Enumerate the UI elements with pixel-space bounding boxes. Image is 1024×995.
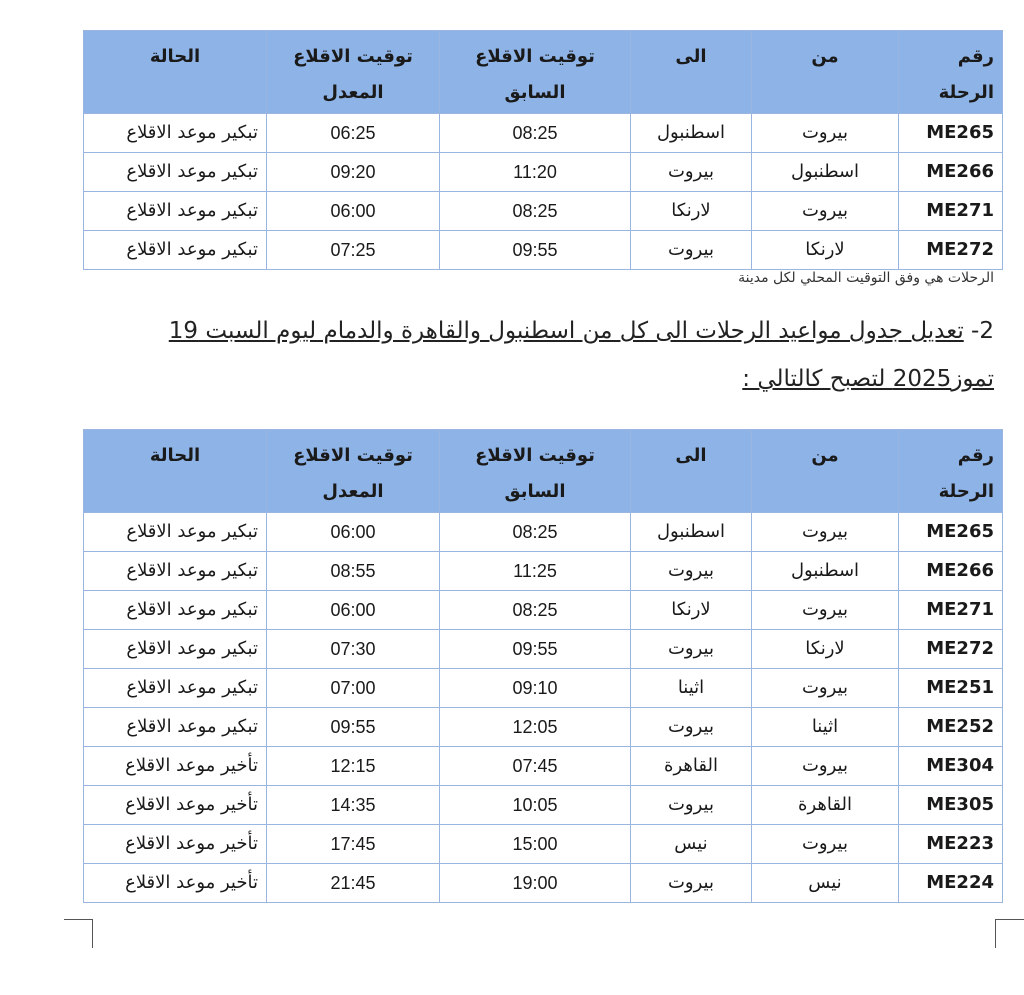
status: تأخير موعد الاقلاع [84, 747, 267, 786]
table-row [84, 630, 1003, 669]
to-city: اثينا [631, 669, 752, 708]
flight-number: ME272 [899, 630, 1003, 669]
table-row [84, 153, 1003, 192]
new-time: 08:55 [267, 552, 440, 591]
header-prev-time: توقيت الاقلاع السابق [440, 430, 631, 513]
flight-number: ME265 [899, 114, 1003, 153]
from-city: القاهرة [752, 786, 899, 825]
table-row [84, 192, 1003, 231]
new-time: 21:45 [267, 864, 440, 903]
previous-time: 08:25 [440, 513, 631, 552]
previous-time: 09:55 [440, 630, 631, 669]
table-row [84, 669, 1003, 708]
new-time: 09:20 [267, 153, 440, 192]
status: تأخير موعد الاقلاع [84, 825, 267, 864]
new-time: 06:25 [267, 114, 440, 153]
flight-number: ME305 [899, 786, 1003, 825]
to-city: بيروت [631, 630, 752, 669]
header-row [84, 430, 1003, 513]
flights-table-2 [83, 429, 1003, 903]
table-row [84, 786, 1003, 825]
section-number: 2- [971, 318, 994, 344]
table-row [84, 552, 1003, 591]
from-city: لارنكا [752, 231, 899, 270]
flight-number: ME265 [899, 513, 1003, 552]
new-time: 06:00 [267, 591, 440, 630]
to-city: القاهرة [631, 747, 752, 786]
table-row [84, 231, 1003, 270]
table-row [84, 114, 1003, 153]
table-row [84, 708, 1003, 747]
header-to: الى [631, 31, 752, 114]
status: تبكير موعد الاقلاع [84, 630, 267, 669]
status: تبكير موعد الاقلاع [84, 552, 267, 591]
header-status: الحالة [84, 31, 267, 114]
section-title-line-1: تعديل جدول مواعيد الرحلات الى كل من اسطنبول والقاهرة والدمام ليوم السبت 19 [168, 318, 964, 344]
to-city: بيروت [631, 231, 752, 270]
section-heading-line-2 [742, 366, 994, 392]
flight-number: ME224 [899, 864, 1003, 903]
from-city: اسطنبول [752, 153, 899, 192]
header-new-time: توقيت الاقلاع المعدل [267, 31, 440, 114]
from-city: بيروت [752, 591, 899, 630]
previous-time: 19:00 [440, 864, 631, 903]
status: تبكير موعد الاقلاع [84, 114, 267, 153]
previous-time: 08:25 [440, 192, 631, 231]
status: تبكير موعد الاقلاع [84, 513, 267, 552]
previous-time: 11:20 [440, 153, 631, 192]
to-city: بيروت [631, 864, 752, 903]
page-corner-mark-left [64, 919, 93, 948]
flights-table-1 [83, 30, 1003, 270]
previous-time: 11:25 [440, 552, 631, 591]
from-city: بيروت [752, 747, 899, 786]
timezone-note: الرحلات هي وفق التوقيت المحلي لكل مدينة [738, 270, 994, 286]
flight-number: ME304 [899, 747, 1003, 786]
page-corner-mark-right [995, 919, 1024, 948]
header-to: الى [631, 430, 752, 513]
flight-number: ME252 [899, 708, 1003, 747]
flight-number: ME223 [899, 825, 1003, 864]
header-status: الحالة [84, 430, 267, 513]
to-city: لارنكا [631, 192, 752, 231]
from-city: بيروت [752, 825, 899, 864]
to-city: اسطنبول [631, 114, 752, 153]
to-city: بيروت [631, 552, 752, 591]
previous-time: 12:05 [440, 708, 631, 747]
from-city: اثينا [752, 708, 899, 747]
new-time: 17:45 [267, 825, 440, 864]
previous-time: 09:10 [440, 669, 631, 708]
header-row [84, 31, 1003, 114]
status: تأخير موعد الاقلاع [84, 864, 267, 903]
flight-number: ME251 [899, 669, 1003, 708]
previous-time: 07:45 [440, 747, 631, 786]
header-flight: رقم الرحلة [899, 31, 1003, 114]
to-city: اسطنبول [631, 513, 752, 552]
table-row [84, 825, 1003, 864]
from-city: بيروت [752, 669, 899, 708]
previous-time: 08:25 [440, 114, 631, 153]
from-city: نيس [752, 864, 899, 903]
new-time: 07:25 [267, 231, 440, 270]
to-city: نيس [631, 825, 752, 864]
header-new-time: توقيت الاقلاع المعدل [267, 430, 440, 513]
table-row [84, 591, 1003, 630]
status: تبكير موعد الاقلاع [84, 669, 267, 708]
status: تبكير موعد الاقلاع [84, 231, 267, 270]
previous-time: 10:05 [440, 786, 631, 825]
status: تبكير موعد الاقلاع [84, 192, 267, 231]
header-from: من [752, 31, 899, 114]
flight-number: ME271 [899, 591, 1003, 630]
to-city: بيروت [631, 786, 752, 825]
table-row [84, 747, 1003, 786]
from-city: بيروت [752, 114, 899, 153]
flight-number: ME272 [899, 231, 1003, 270]
flight-number: ME271 [899, 192, 1003, 231]
status: تبكير موعد الاقلاع [84, 591, 267, 630]
new-time: 06:00 [267, 513, 440, 552]
header-from: من [752, 430, 899, 513]
header-flight: رقم الرحلة [899, 430, 1003, 513]
from-city: بيروت [752, 192, 899, 231]
new-time: 07:30 [267, 630, 440, 669]
status: تبكير موعد الاقلاع [84, 153, 267, 192]
table-row [84, 513, 1003, 552]
previous-time: 15:00 [440, 825, 631, 864]
from-city: اسطنبول [752, 552, 899, 591]
from-city: بيروت [752, 513, 899, 552]
table-row [84, 864, 1003, 903]
previous-time: 09:55 [440, 231, 631, 270]
flight-number: ME266 [899, 153, 1003, 192]
section-title-line-2: تموز2025 لتصبح كالتالي : [742, 366, 994, 392]
to-city: لارنكا [631, 591, 752, 630]
status: تبكير موعد الاقلاع [84, 708, 267, 747]
new-time: 14:35 [267, 786, 440, 825]
new-time: 09:55 [267, 708, 440, 747]
to-city: بيروت [631, 153, 752, 192]
from-city: لارنكا [752, 630, 899, 669]
header-prev-time: توقيت الاقلاع السابق [440, 31, 631, 114]
new-time: 07:00 [267, 669, 440, 708]
new-time: 06:00 [267, 192, 440, 231]
to-city: بيروت [631, 708, 752, 747]
new-time: 12:15 [267, 747, 440, 786]
previous-time: 08:25 [440, 591, 631, 630]
section-heading-line-1 [169, 318, 994, 344]
flight-number: ME266 [899, 552, 1003, 591]
status: تأخير موعد الاقلاع [84, 786, 267, 825]
